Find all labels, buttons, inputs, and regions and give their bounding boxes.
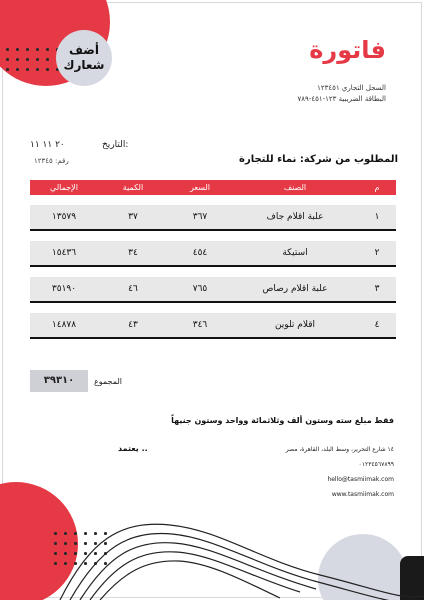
date-label: التاريخ:	[102, 140, 129, 150]
billed-to: المطلوب من شركة: نماء للتجارة	[239, 154, 398, 165]
header-item: الصنف	[232, 180, 358, 195]
items-table	[30, 180, 396, 339]
cell-total: ١٥٤٣٦	[30, 241, 98, 267]
logo-text-line2: شعارك	[63, 58, 105, 72]
dot-grid-decoration	[6, 48, 60, 72]
cell-index: ١	[358, 205, 396, 231]
cell-price: ٣٦٧	[168, 205, 232, 231]
header-index: م	[358, 180, 396, 195]
amount-in-words: فقط مبلغ سته وستون ألف وثلاثمائة وواحد وستون جنيهاً	[171, 416, 394, 425]
date-value: ٢٠ ١١ ١١	[30, 140, 65, 150]
logo-placeholder	[56, 30, 112, 86]
cell-total: ٣٥١٩٠	[30, 277, 98, 303]
cell-qty: ٤٦	[98, 277, 168, 303]
cell-item: علبة اقلام رصاص	[232, 277, 358, 303]
cell-qty: ٤٣	[98, 313, 168, 339]
invoice-ref: رقم: ١٢٣٤٥	[34, 157, 69, 165]
black-block-decoration	[400, 556, 424, 600]
cell-price: ٧٦٥	[168, 277, 232, 303]
cell-item: اقلام تلوين	[232, 313, 358, 339]
cell-total: ١٣٥٧٩	[30, 205, 98, 231]
total-value: ٣٩٣١٠	[30, 370, 88, 392]
contact-website[interactable]: www.tasmiimak.com	[331, 491, 394, 498]
table-row	[30, 205, 396, 231]
dot-grid-decoration-bottom	[54, 532, 108, 566]
contact-phone: ٠١٢٣٤٥٦٧٨٩٩	[358, 461, 394, 468]
tax-card: البطاقة الضريبية ١٢٣-٤٥١-٧٨٩	[297, 95, 386, 103]
approval-label: يعتمد ..	[118, 444, 148, 453]
table-row	[30, 241, 396, 267]
commercial-register: السجل التجاري ١٢٣٤٥١	[317, 84, 386, 92]
cell-index: ٤	[358, 313, 396, 339]
invoice-date	[30, 140, 129, 150]
cell-qty: ٣٧	[98, 205, 168, 231]
cell-qty: ٣٤	[98, 241, 168, 267]
table-row	[30, 277, 396, 303]
contact-email[interactable]: hello@tasmiimak.com	[327, 476, 394, 483]
cell-item: علبة اقلام جاف	[232, 205, 358, 231]
cell-price: ٤٥٤	[168, 241, 232, 267]
header-total: الإجمالي	[30, 180, 98, 195]
logo-text-line1: أضف	[69, 43, 99, 57]
contact-address: ١٤ شارع التحرير، وسط البلد، القاهرة، مصر	[285, 446, 394, 453]
cell-total: ١٤٨٧٨	[30, 313, 98, 339]
invoice-title: فاتورة	[309, 36, 386, 64]
cell-index: ٣	[358, 277, 396, 303]
total-label: المجموع	[94, 377, 122, 386]
cell-price: ٣٤٦	[168, 313, 232, 339]
cell-index: ٢	[358, 241, 396, 267]
table-row	[30, 313, 396, 339]
header-qty: الكمية	[98, 180, 168, 195]
cell-item: استيكة	[232, 241, 358, 267]
header-price: السعر	[168, 180, 232, 195]
table-header	[30, 180, 396, 195]
